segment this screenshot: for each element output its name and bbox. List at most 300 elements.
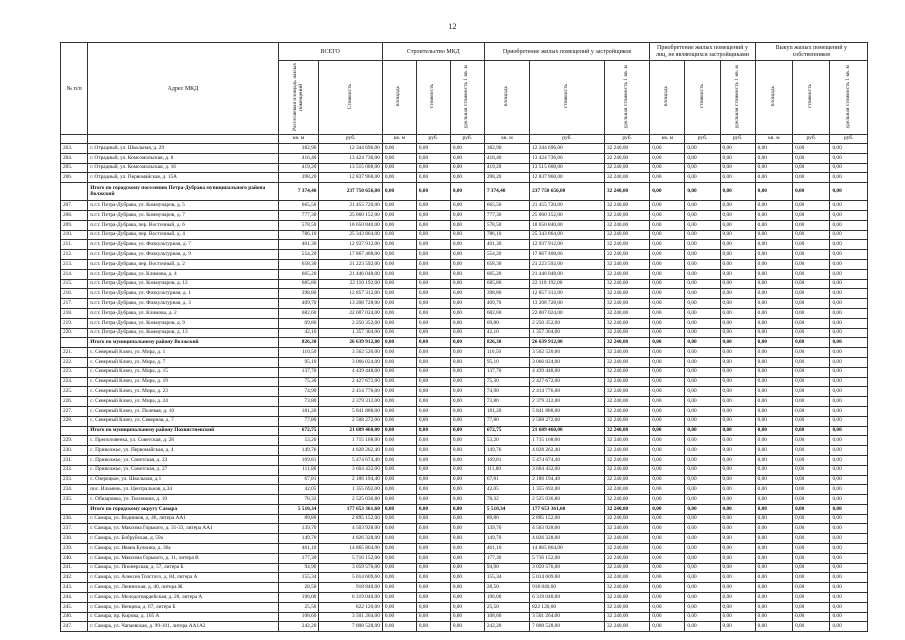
nondeveloper-value: 0,00 <box>650 308 685 318</box>
nondeveloper-value: 0,00 <box>720 377 755 387</box>
developer-cost: 5 474 674,40 <box>530 455 605 465</box>
construction-unit-cost: 0,00 <box>450 553 484 563</box>
row-number: 230. <box>61 446 88 456</box>
buyout-value: 0,00 <box>830 144 868 154</box>
buyout-value: 0,00 <box>755 612 792 622</box>
developer-cost: 2 525 036,80 <box>530 495 605 505</box>
total-area: 42,05 <box>278 485 319 495</box>
construction-area: 0,00 <box>382 583 416 593</box>
row-number: 205. <box>61 163 88 173</box>
buyout-value: 0,00 <box>755 308 792 318</box>
nondeveloper-value: 0,00 <box>720 318 755 328</box>
developer-unit-cost: 32 240,00 <box>604 259 649 269</box>
buyout-value: 0,00 <box>755 183 792 201</box>
developer-unit-cost: 32 240,00 <box>604 269 649 279</box>
construction-cost: 0,00 <box>416 475 450 485</box>
total-cost: 5 841 888,00 <box>319 406 382 416</box>
total-cost: 2 250 352,00 <box>319 318 382 328</box>
total-area: 181,20 <box>278 406 319 416</box>
developer-unit-cost: 32 240,00 <box>604 593 649 603</box>
construction-unit-cost: 0,00 <box>450 289 484 299</box>
total-area: 73,80 <box>278 397 319 407</box>
table-row <box>61 524 868 534</box>
table-row <box>61 318 868 328</box>
total-cost: 3 562 520,00 <box>319 348 382 358</box>
buyout-value: 0,00 <box>793 250 830 260</box>
row-address: г. Самара, ул. Пионерская, д. 57, литера Б <box>88 563 278 573</box>
developer-cost: 17 867 408,00 <box>530 250 605 260</box>
row-address: с. Северный Ключ, ул. Мира, д. 7 <box>88 357 278 367</box>
total-area: 419,20 <box>278 163 319 173</box>
developer-area: 89,80 <box>484 514 529 524</box>
nondeveloper-value: 0,00 <box>650 475 685 485</box>
construction-cost: 0,00 <box>416 622 450 632</box>
total-area: 685,80 <box>278 279 319 289</box>
buyout-value: 0,00 <box>830 230 868 240</box>
developer-cost: 4 503 928,00 <box>530 524 605 534</box>
nondeveloper-value: 0,00 <box>685 387 720 397</box>
nondeveloper-value: 0,00 <box>650 593 685 603</box>
buyout-value: 0,00 <box>830 220 868 230</box>
construction-unit-cost: 0,00 <box>450 259 484 269</box>
developer-unit-cost: 32 240,00 <box>604 367 649 377</box>
buyout-value: 0,00 <box>755 377 792 387</box>
nondeveloper-value: 0,00 <box>650 210 685 220</box>
nondeveloper-value: 0,00 <box>650 602 685 612</box>
nondeveloper-value: 0,00 <box>685 163 720 173</box>
buyout-value: 0,00 <box>755 495 792 505</box>
row-address: с. Северный Ключ, ул. Мира, д. 19 <box>88 377 278 387</box>
row-address: п.г.т. Петра-Дубрава, ул. Коммунаров, д. 7 <box>88 210 278 220</box>
developer-cost: 13 515 008,00 <box>530 163 605 173</box>
page-number: 12 <box>448 22 457 31</box>
developer-cost: 12 857 312,00 <box>530 289 605 299</box>
unit-label: руб. <box>720 135 755 144</box>
buyout-value: 0,00 <box>793 210 830 220</box>
table-row <box>61 495 868 505</box>
construction-cost: 0,00 <box>416 426 450 436</box>
table-row <box>61 602 868 612</box>
buyout-value: 0,00 <box>755 357 792 367</box>
nondeveloper-value: 0,00 <box>650 563 685 573</box>
nondeveloper-value: 0,00 <box>685 250 720 260</box>
nondeveloper-value: 0,00 <box>720 426 755 436</box>
total-area: 578,50 <box>278 220 319 230</box>
buyout-value: 0,00 <box>755 593 792 603</box>
total-cost: 3 059 576,00 <box>319 563 382 573</box>
row-number: 235. <box>61 495 88 505</box>
row-address: п.г.т. Петра-Дубрава, ул. Физкультурная, д. 3 <box>88 299 278 309</box>
developer-cost: 5 014 609,60 <box>530 573 605 583</box>
buyout-value: 0,00 <box>830 622 868 632</box>
table-row <box>61 173 868 183</box>
developer-cost: 5 716 152,00 <box>530 553 605 563</box>
buyout-value: 0,00 <box>830 201 868 211</box>
table-row <box>61 144 868 154</box>
row-number: 204. <box>61 153 88 163</box>
buyout-value: 0,00 <box>755 573 792 583</box>
group-nondevelopers-header: Приобретение жилых помещений у лиц, не являющихся застройщиками <box>650 43 755 61</box>
nondeveloper-value: 0,00 <box>685 534 720 544</box>
developer-area: 177,30 <box>484 553 529 563</box>
nondeveloper-value: 0,00 <box>650 338 685 348</box>
buyout-value: 0,00 <box>755 553 792 563</box>
nondeveloper-value: 0,00 <box>720 299 755 309</box>
buyout-value: 0,00 <box>755 504 792 514</box>
developer-unit-cost: 32 240,00 <box>604 416 649 426</box>
row-number: 206. <box>61 173 88 183</box>
row-number: 203. <box>61 144 88 154</box>
developer-area: 786,10 <box>484 230 529 240</box>
nondeveloper-value: 0,00 <box>685 602 720 612</box>
total-cost: 12 937 912,00 <box>319 240 382 250</box>
row-number: 236. <box>61 514 88 524</box>
developer-area: 155,34 <box>484 573 529 583</box>
buyout-value: 0,00 <box>830 289 868 299</box>
buyout-value: 0,00 <box>793 357 830 367</box>
total-area: 786,10 <box>278 230 319 240</box>
buyout-value: 0,00 <box>793 163 830 173</box>
nondeveloper-value: 0,00 <box>685 289 720 299</box>
construction-area: 0,00 <box>382 163 416 173</box>
buyout-value: 0,00 <box>830 348 868 358</box>
nondeveloper-value: 0,00 <box>685 612 720 622</box>
total-area: 777,30 <box>278 210 319 220</box>
developer-area: 137,70 <box>484 367 529 377</box>
col-number-header: № п/п <box>61 43 88 135</box>
row-address: с. Северный Ключ, ул. Мира, д. 23 <box>88 387 278 397</box>
nondeveloper-value: 0,00 <box>650 495 685 505</box>
row-number <box>61 183 88 201</box>
developer-cost: 25 060 152,00 <box>530 210 605 220</box>
construction-area: 0,00 <box>382 416 416 426</box>
developer-unit-cost: 32 240,00 <box>604 318 649 328</box>
row-address: Итого по муниципальному району Волжский <box>88 338 278 348</box>
developer-area: 196,00 <box>484 593 529 603</box>
buyout-value: 0,00 <box>830 173 868 183</box>
nondeveloper-value: 0,00 <box>685 210 720 220</box>
developer-unit-cost: 32 240,00 <box>604 465 649 475</box>
developer-cost: 12 344 696,00 <box>530 144 605 154</box>
row-number: 243. <box>61 583 88 593</box>
total-cost: 21 689 460,00 <box>319 426 382 436</box>
construction-unit-cost: 0,00 <box>450 308 484 318</box>
developer-unit-cost: 32 240,00 <box>604 357 649 367</box>
developer-area: 75,30 <box>484 377 529 387</box>
row-number: 222. <box>61 357 88 367</box>
table-row <box>61 220 868 230</box>
subheader-area <box>382 61 416 135</box>
total-cost: 1 357 304,00 <box>319 328 382 338</box>
total-area: 28,50 <box>278 583 319 593</box>
nondeveloper-value: 0,00 <box>650 436 685 446</box>
table-row <box>61 348 868 358</box>
nondeveloper-value: 0,00 <box>720 583 755 593</box>
buyout-value: 0,00 <box>793 387 830 397</box>
buyout-value: 0,00 <box>755 416 792 426</box>
subheader-area-label: площадь <box>663 86 670 107</box>
subheader-unit-cost <box>604 61 649 135</box>
buyout-value: 0,00 <box>830 455 868 465</box>
nondeveloper-value: 0,00 <box>650 201 685 211</box>
developer-area: 77,80 <box>484 416 529 426</box>
developer-cost: 21 455 720,00 <box>530 201 605 211</box>
buyout-value: 0,00 <box>755 465 792 475</box>
nondeveloper-value: 0,00 <box>650 524 685 534</box>
buyout-value: 0,00 <box>793 144 830 154</box>
nondeveloper-value: 0,00 <box>650 357 685 367</box>
construction-unit-cost: 0,00 <box>450 563 484 573</box>
construction-area: 0,00 <box>382 406 416 416</box>
developer-unit-cost: 32 240,00 <box>604 455 649 465</box>
construction-cost: 0,00 <box>416 173 450 183</box>
buyout-value: 0,00 <box>793 573 830 583</box>
subheader-cost-label: стоимость <box>807 84 814 109</box>
developer-unit-cost: 32 240,00 <box>604 163 649 173</box>
row-address: г. Отрадный, ул. Комсомольская, д. 8 <box>88 153 278 163</box>
developer-area: 416,40 <box>484 153 529 163</box>
developer-unit-cost: 32 240,00 <box>604 338 649 348</box>
table-row <box>61 475 868 485</box>
buyout-value: 0,00 <box>830 534 868 544</box>
developer-area: 665,20 <box>484 269 529 279</box>
developer-cost: 22 110 192,00 <box>530 279 605 289</box>
total-area: 416,40 <box>278 153 319 163</box>
construction-area: 0,00 <box>382 593 416 603</box>
construction-area: 0,00 <box>382 357 416 367</box>
table-row <box>61 163 868 173</box>
buyout-value: 0,00 <box>793 338 830 348</box>
nondeveloper-value: 0,00 <box>685 406 720 416</box>
nondeveloper-value: 0,00 <box>650 553 685 563</box>
nondeveloper-value: 0,00 <box>720 201 755 211</box>
nondeveloper-value: 0,00 <box>720 475 755 485</box>
total-area: 95,10 <box>278 357 319 367</box>
nondeveloper-value: 0,00 <box>650 426 685 436</box>
table-row <box>61 553 868 563</box>
row-number: 228. <box>61 416 88 426</box>
construction-unit-cost: 0,00 <box>450 612 484 622</box>
nondeveloper-value: 0,00 <box>685 553 720 563</box>
developer-area: 658,30 <box>484 259 529 269</box>
buyout-value: 0,00 <box>755 524 792 534</box>
developer-unit-cost: 32 240,00 <box>604 279 649 289</box>
buyout-value: 0,00 <box>793 426 830 436</box>
row-address: с. Северный Ключ, ул. Северная, д. 7 <box>88 416 278 426</box>
table-row <box>61 308 868 318</box>
buyout-value: 0,00 <box>793 153 830 163</box>
developer-cost: 177 653 361,60 <box>530 504 605 514</box>
construction-unit-cost: 0,00 <box>450 201 484 211</box>
buyout-value: 0,00 <box>755 622 792 632</box>
developer-cost: 1 357 304,00 <box>530 328 605 338</box>
construction-unit-cost: 0,00 <box>450 144 484 154</box>
nondeveloper-value: 0,00 <box>685 269 720 279</box>
subheader-cost <box>793 61 830 135</box>
developer-unit-cost: 32 240,00 <box>604 173 649 183</box>
total-cost: 3 066 024,00 <box>319 357 382 367</box>
row-address: г. Самара, пр. Кирова, д. 165 А <box>88 612 278 622</box>
nondeveloper-value: 0,00 <box>650 406 685 416</box>
nondeveloper-value: 0,00 <box>720 612 755 622</box>
col-address-header: Адрес МКД <box>88 43 278 135</box>
developer-cost: 7 808 528,00 <box>530 622 605 632</box>
construction-unit-cost: 0,00 <box>450 240 484 250</box>
group-construction-header: Строительство МКД <box>382 43 484 61</box>
row-number: 215. <box>61 279 88 289</box>
row-number: 210. <box>61 230 88 240</box>
construction-cost: 0,00 <box>416 563 450 573</box>
row-address: г. Самара, ул. Ленинская, д. 40, литера Ж <box>88 583 278 593</box>
subheader-unit-cost <box>450 61 484 135</box>
buyout-value: 0,00 <box>830 163 868 173</box>
construction-unit-cost: 0,00 <box>450 348 484 358</box>
construction-cost: 0,00 <box>416 201 450 211</box>
total-cost: 4 503 928,00 <box>319 524 382 534</box>
nondeveloper-value: 0,00 <box>685 183 720 201</box>
table-row <box>61 397 868 407</box>
construction-area: 0,00 <box>382 230 416 240</box>
nondeveloper-value: 0,00 <box>650 455 685 465</box>
developer-cost: 2 895 152,00 <box>530 514 605 524</box>
nondeveloper-value: 0,00 <box>720 220 755 230</box>
row-address: п.г.т. Петра-Дубрава, ул. Физкультурная, д. 1 <box>88 289 278 299</box>
developer-unit-cost: 32 240,00 <box>604 210 649 220</box>
row-number: 216. <box>61 289 88 299</box>
total-cost: 7 808 528,00 <box>319 622 382 632</box>
developer-unit-cost: 32 240,00 <box>604 328 649 338</box>
developer-cost: 2 379 312,00 <box>530 397 605 407</box>
construction-cost: 0,00 <box>416 279 450 289</box>
developer-cost: 21 223 592,00 <box>530 259 605 269</box>
subheader-area-label: площадь <box>395 86 402 107</box>
total-cost: 2 186 194,40 <box>319 475 382 485</box>
developer-cost: 2 427 672,00 <box>530 377 605 387</box>
row-address: Итого по муниципальному району Похвистневский <box>88 426 278 436</box>
developer-cost: 4 826 328,00 <box>530 534 605 544</box>
construction-cost: 0,00 <box>416 495 450 505</box>
total-cost: 3 604 432,00 <box>319 465 382 475</box>
total-cost: 2 379 312,00 <box>319 397 382 407</box>
nondeveloper-value: 0,00 <box>650 397 685 407</box>
nondeveloper-value: 0,00 <box>650 153 685 163</box>
buyout-value: 0,00 <box>793 259 830 269</box>
subheader-cost <box>416 61 450 135</box>
construction-unit-cost: 0,00 <box>450 495 484 505</box>
total-area: 409,70 <box>278 299 319 309</box>
nondeveloper-value: 0,00 <box>685 279 720 289</box>
nondeveloper-value: 0,00 <box>685 220 720 230</box>
nondeveloper-value: 0,00 <box>720 593 755 603</box>
developer-area: 685,80 <box>484 279 529 289</box>
total-cost: 18 650 840,00 <box>319 220 382 230</box>
nondeveloper-value: 0,00 <box>720 622 755 632</box>
construction-cost: 0,00 <box>416 593 450 603</box>
buyout-value: 0,00 <box>793 240 830 250</box>
nondeveloper-value: 0,00 <box>685 426 720 436</box>
total-cost: 21 223 592,00 <box>319 259 382 269</box>
developer-area: 398,20 <box>484 173 529 183</box>
construction-unit-cost: 0,00 <box>450 436 484 446</box>
construction-area: 0,00 <box>382 573 416 583</box>
developer-area: 401,30 <box>484 240 529 250</box>
buyout-value: 0,00 <box>830 153 868 163</box>
construction-unit-cost: 0,00 <box>450 250 484 260</box>
construction-cost: 0,00 <box>416 230 450 240</box>
row-address: г. Самара, ул. Ивана Булкина, д. 36а <box>88 544 278 554</box>
buyout-value: 0,00 <box>755 514 792 524</box>
construction-area: 0,00 <box>382 367 416 377</box>
buyout-value: 0,00 <box>793 465 830 475</box>
total-cost: 5 014 609,60 <box>319 573 382 583</box>
row-number: 234. <box>61 485 88 495</box>
total-area: 196,00 <box>278 593 319 603</box>
row-address: г. Самара, ул. Венцека, д. 67, литера Б <box>88 602 278 612</box>
total-area: 658,30 <box>278 259 319 269</box>
buyout-value: 0,00 <box>830 210 868 220</box>
buyout-value: 0,00 <box>830 612 868 622</box>
construction-cost: 0,00 <box>416 387 450 397</box>
row-number <box>61 338 88 348</box>
buyout-value: 0,00 <box>755 534 792 544</box>
construction-cost: 0,00 <box>416 153 450 163</box>
unit-label: руб. <box>319 135 382 144</box>
developer-area: 461,10 <box>484 544 529 554</box>
buyout-value: 0,00 <box>830 269 868 279</box>
nondeveloper-value: 0,00 <box>650 240 685 250</box>
construction-cost: 0,00 <box>416 504 450 514</box>
total-cost: 237 750 656,00 <box>319 183 382 201</box>
table-row <box>61 446 868 456</box>
total-cost: 4 826 328,00 <box>319 534 382 544</box>
construction-unit-cost: 0,00 <box>450 406 484 416</box>
nondeveloper-value: 0,00 <box>720 357 755 367</box>
nondeveloper-value: 0,00 <box>720 289 755 299</box>
subheader-area-label: площадь <box>503 86 510 107</box>
table-row <box>61 250 868 260</box>
developer-unit-cost: 32 240,00 <box>604 289 649 299</box>
construction-cost: 0,00 <box>416 289 450 299</box>
buyout-value: 0,00 <box>793 367 830 377</box>
construction-unit-cost: 0,00 <box>450 230 484 240</box>
buyout-value: 0,00 <box>755 387 792 397</box>
nondeveloper-value: 0,00 <box>720 367 755 377</box>
construction-unit-cost: 0,00 <box>450 387 484 397</box>
row-address: с. Приволжье, ул. Советская, д. 27 <box>88 465 278 475</box>
total-cost: 13 208 728,00 <box>319 299 382 309</box>
table-row <box>61 328 868 338</box>
buyout-value: 0,00 <box>830 495 868 505</box>
buyout-value: 0,00 <box>793 173 830 183</box>
construction-area: 0,00 <box>382 269 416 279</box>
subheader-cost <box>530 61 605 135</box>
nondeveloper-value: 0,00 <box>720 436 755 446</box>
total-cost: 4 828 262,40 <box>319 446 382 456</box>
nondeveloper-value: 0,00 <box>720 328 755 338</box>
buyout-value: 0,00 <box>793 553 830 563</box>
nondeveloper-value: 0,00 <box>685 573 720 583</box>
nondeveloper-value: 0,00 <box>650 416 685 426</box>
developer-cost: 1 715 168,00 <box>530 436 605 446</box>
buyout-value: 0,00 <box>793 446 830 456</box>
nondeveloper-value: 0,00 <box>650 328 685 338</box>
total-cost: 918 840,00 <box>319 583 382 593</box>
construction-area: 0,00 <box>382 495 416 505</box>
developer-cost: 2 186 194,40 <box>530 475 605 485</box>
nondeveloper-value: 0,00 <box>650 622 685 632</box>
construction-area: 0,00 <box>382 553 416 563</box>
table-row <box>61 299 868 309</box>
